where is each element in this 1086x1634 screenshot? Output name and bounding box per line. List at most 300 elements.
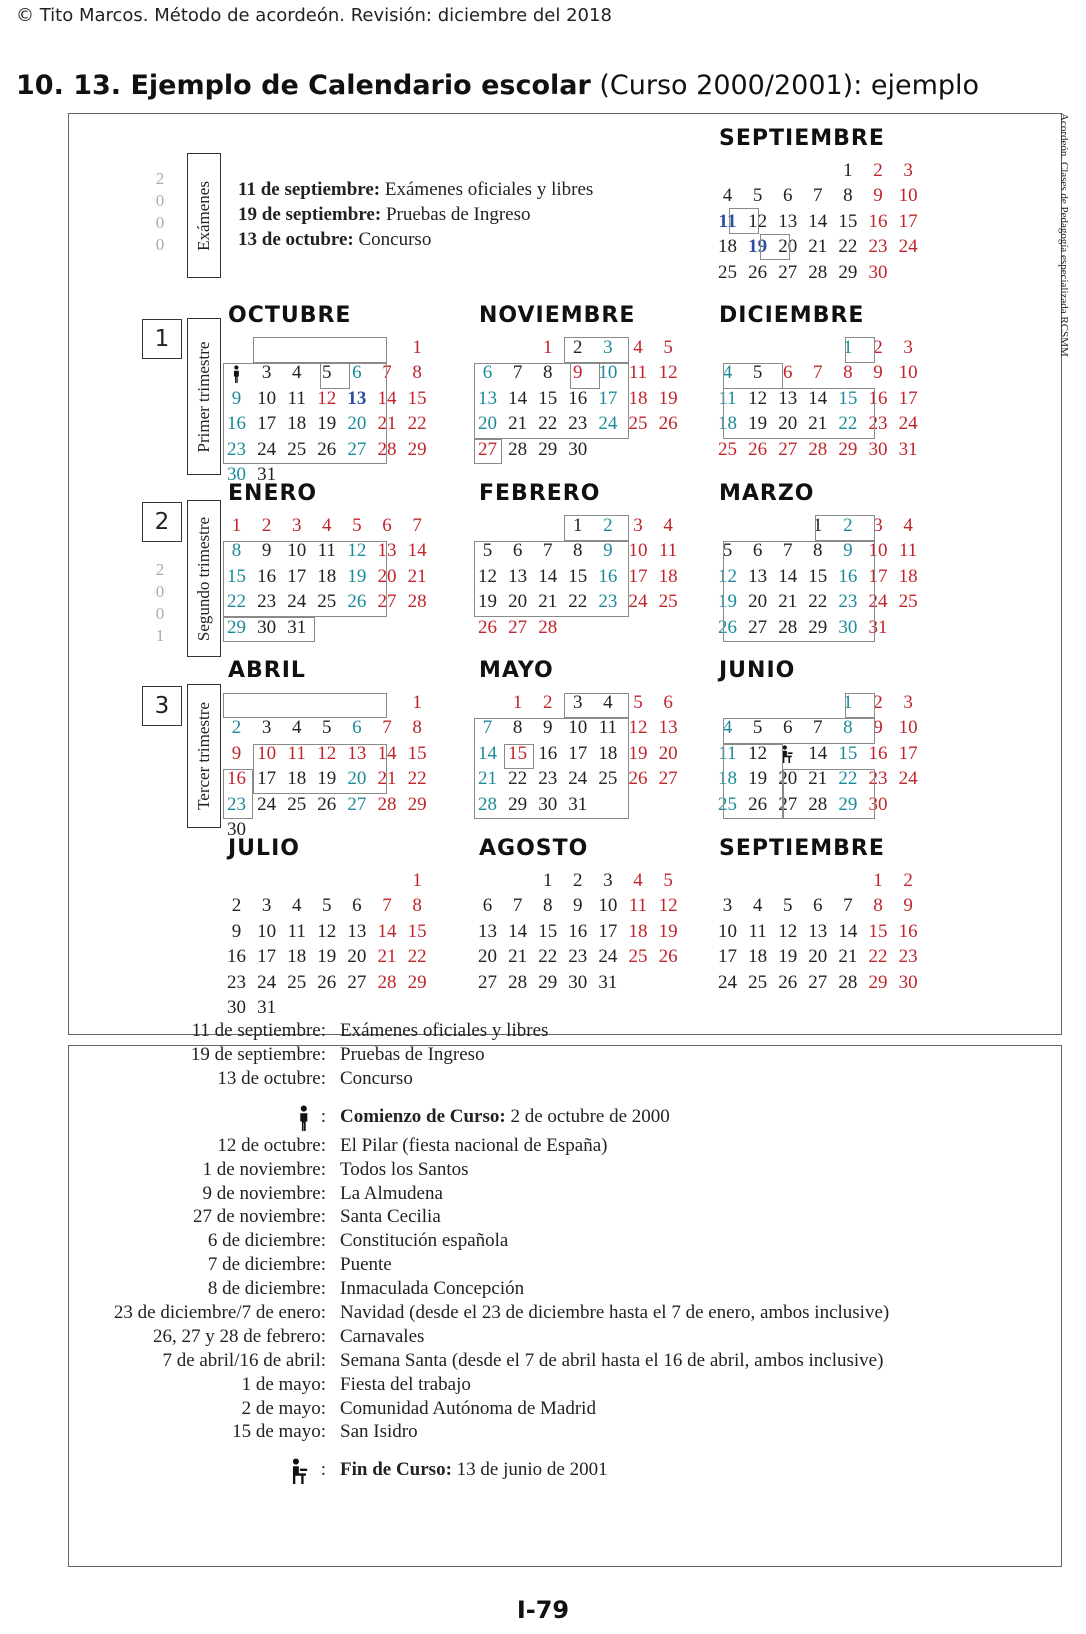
calendar-day: 3 — [261, 895, 272, 917]
calendar-day: 22 — [838, 413, 858, 435]
page-number: I-79 — [516, 1596, 570, 1624]
calendar-day: 29 — [407, 793, 427, 815]
calendar-day: 22 — [568, 591, 588, 613]
note-date: 23 de diciembre/7 de enero: — [113, 1302, 326, 1323]
calendar-day: 30 — [868, 261, 888, 283]
calendar-day: 22 — [407, 768, 427, 790]
calendar-day: 27 — [508, 616, 528, 638]
calendar-day: 11 — [287, 920, 306, 942]
calendar-day: 16 — [898, 920, 918, 942]
note-text: Concurso — [340, 1068, 413, 1089]
calendar-day: 27 — [778, 438, 798, 460]
page-header: © Tito Marcos. Método de acordeón. Revisión: diciembre del 2018 — [16, 5, 612, 26]
calendar-day: 25 — [718, 793, 737, 815]
calendar-day: 17 — [257, 768, 277, 790]
calendar-day: 20 — [508, 591, 528, 613]
title-main: 10. 13. Ejemplo de Calendario escolar — [16, 70, 591, 101]
exam-date: 19 de septiembre: — [238, 204, 382, 225]
month-name: FEBRERO — [479, 481, 601, 506]
calendar-day: 5 — [752, 717, 763, 739]
calendar-day: 10 — [598, 362, 618, 384]
calendar-day: 12 — [718, 565, 737, 587]
highlight-box — [723, 363, 783, 389]
calendar-day: 4 — [291, 362, 302, 384]
calendar-day: 2 — [903, 870, 913, 891]
trimester-2-label-box — [187, 500, 221, 657]
trimester-number-2: 2 — [142, 502, 182, 542]
calendar-day: 13 — [347, 920, 367, 942]
calendar-day: 2 — [231, 895, 242, 917]
calendar-day: 29 — [868, 971, 888, 993]
note-row — [0, 1300, 1086, 1325]
calendar-day: 7 — [782, 540, 793, 562]
calendar-day: 19 — [658, 387, 678, 409]
calendar-day: 19 — [718, 591, 737, 613]
calendar-day: 22 — [808, 591, 828, 613]
calendar-day: 13 — [478, 920, 497, 942]
calendar-day: 1 — [573, 515, 583, 536]
note-row — [0, 1104, 1086, 1129]
calendar-day: 3 — [873, 515, 883, 536]
calendar-day: 14 — [377, 387, 397, 409]
calendar-day: 21 — [478, 768, 497, 790]
calendar-day: 5 — [322, 362, 332, 384]
calendar-day: 29 — [227, 616, 246, 638]
calendar-day: 6 — [752, 540, 763, 562]
calendar-day: 27 — [808, 971, 828, 993]
note-date: 13 de octubre: — [217, 1068, 326, 1089]
calendar-day: 3 — [573, 692, 583, 713]
highlight-box — [723, 718, 875, 744]
month-name: DICIEMBRE — [719, 303, 865, 328]
year-digit: 0 — [155, 582, 165, 601]
calendar-day: 20 — [377, 565, 397, 587]
calendar-day: 23 — [898, 946, 918, 968]
month-name: MARZO — [719, 481, 815, 506]
note-text: Comienzo de Curso: 2 de octubre de 2000 — [340, 1106, 670, 1127]
calendar-day: 31 — [568, 793, 588, 815]
exam-legend-item — [238, 202, 593, 227]
calendar-day: 12 — [658, 895, 678, 917]
calendar-day: 8 — [873, 895, 883, 917]
calendar-day: 27 — [347, 793, 367, 815]
note-row — [0, 1276, 1086, 1301]
note-date: : — [289, 1457, 326, 1484]
calendar-day: 30 — [868, 438, 888, 460]
calendar-day: 17 — [598, 920, 618, 942]
exam-legend — [238, 177, 593, 252]
note-text: La Almudena — [340, 1183, 443, 1204]
calendar-day: 9 — [873, 717, 883, 739]
note-row — [0, 1252, 1086, 1277]
calendar-day: 1 — [843, 160, 853, 181]
calendar-day: 5 — [752, 185, 763, 207]
calendar-day: 26 — [317, 793, 337, 815]
calendar-day: 31 — [287, 616, 307, 638]
highlight-box — [845, 337, 875, 363]
calendar-day: 17 — [718, 946, 737, 968]
calendar-day: 3 — [291, 515, 302, 536]
calendar-day: 9 — [542, 717, 553, 739]
calendar-day: 18 — [628, 920, 648, 942]
calendar-day: 1 — [412, 692, 422, 713]
month-name: JUNIO — [719, 658, 796, 683]
calendar-day: 9 — [231, 387, 242, 409]
calendar-day: 19 — [628, 742, 648, 764]
month-name: ENERO — [228, 481, 318, 506]
calendar-day: 28 — [538, 616, 558, 638]
calendar-day: 9 — [843, 540, 853, 562]
calendar-day: 18 — [718, 768, 737, 790]
calendar-day: 18 — [317, 565, 337, 587]
calendar-day: 11 — [317, 540, 336, 562]
calendar-day: 1 — [542, 337, 553, 358]
note-date: : — [296, 1104, 326, 1131]
calendar-day: 11 — [598, 717, 618, 739]
trimester-3-label: Tercer trimestre — [194, 702, 213, 810]
calendar-day: 22 — [407, 413, 427, 435]
calendar-day: 10 — [598, 895, 618, 917]
page-title — [16, 70, 979, 101]
calendar-day: 24 — [898, 768, 918, 790]
calendar-day: 24 — [568, 768, 588, 790]
calendar-day: 27 — [347, 438, 367, 460]
calendar-day: 1 — [813, 515, 823, 536]
calendar-day: 2 — [231, 717, 242, 739]
calendar-day: 4 — [663, 515, 673, 536]
calendar-day: 21 — [838, 946, 858, 968]
calendar-day: 29 — [838, 793, 858, 815]
calendar-day: 5 — [352, 515, 362, 536]
calendar-day: 4 — [291, 895, 302, 917]
month-name: OCTUBRE — [228, 303, 352, 328]
calendar-day: 9 — [573, 895, 583, 917]
highlight-box — [474, 718, 629, 819]
year-digit: 0 — [155, 213, 165, 232]
calendar-day: 17 — [898, 387, 918, 409]
note-row — [0, 1066, 1086, 1091]
highlight-box — [474, 439, 502, 464]
calendar-day: 25 — [898, 591, 918, 613]
calendar-day: 23 — [227, 438, 246, 460]
calendar-day: 31 — [898, 438, 918, 460]
year-digit: 0 — [155, 235, 165, 254]
calendar-day: 26 — [658, 413, 678, 435]
calendar-day: 27 — [778, 261, 798, 283]
calendar-day: 4 — [633, 337, 643, 358]
side-note: Acordeón. Clases de Pedagogía especializada RCSMM — [1058, 113, 1070, 357]
calendar-day: 18 — [628, 387, 648, 409]
calendar-day: 11 — [718, 387, 737, 409]
note-date: 1 de noviembre: — [202, 1159, 326, 1180]
calendar-day: 9 — [873, 362, 883, 384]
calendar-day: 23 — [538, 768, 558, 790]
calendar-day: 17 — [598, 387, 618, 409]
highlight-box — [845, 693, 875, 718]
year-digit: 1 — [155, 626, 165, 645]
calendar-day: 27 — [347, 971, 367, 993]
calendar-day: 12 — [658, 362, 678, 384]
calendar-day: 13 — [748, 565, 768, 587]
calendar-day: 8 — [542, 362, 553, 384]
calendar-day: 14 — [538, 565, 558, 587]
month-name: NOVIEMBRE — [479, 303, 636, 328]
calendar-day: 27 — [377, 591, 397, 613]
calendar-day: 13 — [508, 565, 528, 587]
calendar-day: 15 — [407, 920, 427, 942]
calendar-day: 28 — [407, 591, 427, 613]
note-date: 1 de mayo: — [241, 1374, 326, 1395]
calendar-day: 6 — [782, 362, 793, 384]
highlight-box — [564, 337, 629, 363]
calendar-day: 25 — [628, 946, 648, 968]
calendar-day: 15 — [568, 565, 588, 587]
calendar-day: 20 — [778, 236, 798, 258]
calendar-day: 28 — [377, 793, 397, 815]
note-row — [0, 1372, 1086, 1397]
calendar-day: 2 — [573, 870, 583, 891]
calendar-day: 1 — [412, 870, 422, 891]
calendar-day: 4 — [722, 185, 733, 207]
calendar-day: 20 — [658, 742, 678, 764]
year-digit: 2 — [155, 560, 165, 579]
calendar-day: 10 — [287, 540, 307, 562]
note-text: El Pilar (fiesta nacional de España) — [340, 1135, 608, 1156]
note-row — [0, 1133, 1086, 1158]
calendar-day: 30 — [838, 616, 858, 638]
calendar-day: 26 — [628, 768, 648, 790]
calendar-day: 23 — [257, 591, 277, 613]
calendar-day: 12 — [748, 210, 768, 232]
calendar-day: 29 — [808, 616, 828, 638]
calendar-day: 17 — [568, 742, 588, 764]
note-text: Inmaculada Concepción — [340, 1278, 525, 1299]
calendar-day: 9 — [231, 742, 242, 764]
calendar-day: 11 — [287, 387, 306, 409]
calendar-day: 8 — [573, 540, 583, 562]
calendar-day: 18 — [658, 565, 678, 587]
calendar-day: 5 — [752, 362, 763, 384]
calendar-day: 24 — [718, 971, 737, 993]
highlight-box — [223, 617, 315, 642]
calendar-day: 14 — [838, 920, 858, 942]
month-name: ABRIL — [228, 658, 306, 683]
calendar-day: 29 — [407, 438, 427, 460]
year-digit: 0 — [155, 191, 165, 210]
calendar-day: 18 — [718, 236, 737, 258]
note-row — [0, 1181, 1086, 1206]
note-row — [0, 1419, 1086, 1444]
highlight-box — [723, 541, 875, 642]
calendar-day: 6 — [813, 895, 823, 917]
calendar-day: 21 — [377, 768, 397, 790]
calendar-day: 18 — [287, 946, 307, 968]
calendar-day: 28 — [838, 971, 858, 993]
calendar-day: 23 — [868, 768, 888, 790]
trimester-number-1: 1 — [142, 319, 182, 359]
calendar-day: 10 — [257, 742, 277, 764]
calendar-day: 13 — [347, 742, 367, 764]
calendar-day: 8 — [231, 540, 242, 562]
calendar-day: 15 — [868, 920, 888, 942]
calendar-day: 28 — [508, 971, 528, 993]
calendar-day: 3 — [633, 515, 643, 536]
calendar-day: 18 — [287, 413, 307, 435]
note-date: 7 de diciembre: — [207, 1254, 326, 1275]
calendar-day: 28 — [808, 438, 828, 460]
year-digit: 0 — [155, 604, 165, 623]
calendar-day: 11 — [718, 210, 737, 232]
calendar-day: 14 — [808, 742, 828, 764]
calendar-day: 11 — [628, 362, 648, 384]
calendar-day: 2 — [873, 160, 883, 181]
calendar-day: 2 — [542, 692, 553, 713]
note-row — [0, 1457, 1086, 1482]
note-date: 2 de mayo: — [241, 1398, 326, 1419]
highlight-box — [223, 769, 253, 819]
note-text: Comunidad Autónoma de Madrid — [340, 1398, 596, 1419]
calendar-day: 19 — [478, 591, 497, 613]
exam-text: Pruebas de Ingreso — [381, 204, 531, 225]
calendar-day: 13 — [347, 387, 367, 409]
calendar-day: 27 — [658, 768, 678, 790]
calendar-day: 5 — [663, 337, 673, 358]
calendar-day: 31 — [257, 464, 277, 485]
calendar-day: 12 — [317, 920, 337, 942]
calendar-day: 12 — [478, 565, 497, 587]
calendar-day: 17 — [898, 742, 918, 764]
calendar-day: 23 — [598, 591, 618, 613]
highlight-box — [223, 363, 387, 464]
calendar-day: 16 — [227, 946, 246, 968]
calendar-day: 11 — [287, 742, 306, 764]
calendar-day: 12 — [347, 540, 367, 562]
note-text: Navidad (desde el 23 de diciembre hasta el 7 de enero, ambos inclusive) — [340, 1302, 890, 1323]
calendar-day: 15 — [227, 565, 246, 587]
calendar-day: 23 — [568, 946, 588, 968]
calendar-day: 9 — [231, 920, 242, 942]
note-text: Santa Cecilia — [340, 1206, 441, 1227]
calendar-day: 10 — [257, 387, 277, 409]
calendar-day: 19 — [748, 768, 768, 790]
note-row — [0, 1018, 1086, 1043]
calendar-day: 26 — [317, 971, 337, 993]
calendar-day: 17 — [868, 565, 888, 587]
examenes-label: Exámenes — [194, 180, 213, 251]
calendar-day: 6 — [482, 895, 493, 917]
calendar-day: 4 — [722, 717, 733, 739]
calendar-day: 14 — [808, 210, 828, 232]
calendar-day: 27 — [478, 971, 497, 993]
calendar-day: 3 — [722, 895, 733, 917]
calendar-day: 7 — [512, 895, 523, 917]
calendar-day: 4 — [322, 515, 332, 536]
calendar-day: 6 — [482, 362, 493, 384]
calendar-day: 6 — [782, 717, 793, 739]
calendar-day: 17 — [628, 565, 648, 587]
calendar-day: 19 — [317, 768, 337, 790]
calendar-day: 7 — [512, 362, 523, 384]
highlight-box — [783, 769, 875, 819]
calendar-day: 5 — [633, 692, 643, 713]
calendar-day: 3 — [261, 362, 272, 384]
highlight-box — [474, 541, 629, 617]
month-name: AGOSTO — [479, 836, 589, 861]
calendar-day: 19 — [317, 946, 337, 968]
calendar-day: 15 — [407, 387, 427, 409]
note-text: San Isidro — [340, 1421, 418, 1442]
exam-legend-item — [238, 177, 593, 202]
calendar-day: 4 — [291, 717, 302, 739]
calendar-day: 6 — [352, 362, 362, 384]
calendar-day: 1 — [512, 692, 523, 713]
calendar-day: 9 — [573, 362, 583, 384]
calendar-day: 14 — [778, 565, 798, 587]
calendar-day: 20 — [347, 768, 367, 790]
calendar-day: 20 — [478, 413, 497, 435]
calendar-day: 17 — [287, 565, 307, 587]
note-date: 11 de septiembre: — [191, 1020, 326, 1041]
highlight-box — [223, 693, 387, 718]
highlight-box — [729, 208, 759, 234]
calendar-day: 10 — [898, 362, 918, 384]
calendar-day: 11 — [658, 540, 678, 562]
calendar-day: 21 — [808, 236, 828, 258]
calendar-day: 24 — [257, 438, 277, 460]
calendar-day: 5 — [482, 540, 493, 562]
calendar-day: 17 — [257, 413, 277, 435]
calendar-day: 26 — [317, 438, 337, 460]
month-name: SEPTIEMBRE — [719, 126, 885, 151]
calendar-day: 24 — [598, 946, 618, 968]
calendar-day: 5 — [322, 895, 332, 917]
calendar-day: 3 — [903, 692, 913, 713]
calendar-day: 31 — [257, 997, 277, 1018]
calendar-day: 15 — [407, 742, 427, 764]
calendar-day: 14 — [377, 920, 397, 942]
calendar-day: 16 — [838, 565, 858, 587]
calendar-day: 7 — [382, 717, 392, 739]
note-date: 6 de diciembre: — [207, 1230, 326, 1251]
calendar-day: 10 — [628, 540, 648, 562]
calendar-day: 25 — [287, 971, 307, 993]
calendar-day: 14 — [808, 387, 828, 409]
month-name: JULIO — [228, 836, 300, 861]
calendar-day: 15 — [838, 210, 858, 232]
calendar-day: 26 — [478, 616, 497, 638]
calendar-day: 17 — [257, 946, 277, 968]
note-date: 15 de mayo: — [232, 1421, 326, 1442]
note-text: Puente — [340, 1254, 392, 1275]
calendar-day: 9 — [903, 895, 913, 917]
calendar-day: 16 — [868, 387, 888, 409]
calendar-day: 6 — [512, 540, 523, 562]
calendar-day: 8 — [512, 717, 523, 739]
calendar-day: 20 — [748, 591, 768, 613]
calendar-day: 31 — [868, 616, 888, 638]
calendar-day: 20 — [347, 946, 367, 968]
calendar-day: 8 — [412, 362, 422, 384]
calendar-day: 15 — [538, 387, 558, 409]
month-name: MAYO — [479, 658, 554, 683]
calendar-day: 24 — [257, 971, 277, 993]
highlight-box — [504, 744, 534, 769]
calendar-day: 24 — [257, 793, 277, 815]
calendar-day: 8 — [542, 895, 553, 917]
calendar-day: 30 — [568, 971, 588, 993]
calendar-day: 29 — [508, 793, 528, 815]
calendar-day: 26 — [347, 591, 367, 613]
